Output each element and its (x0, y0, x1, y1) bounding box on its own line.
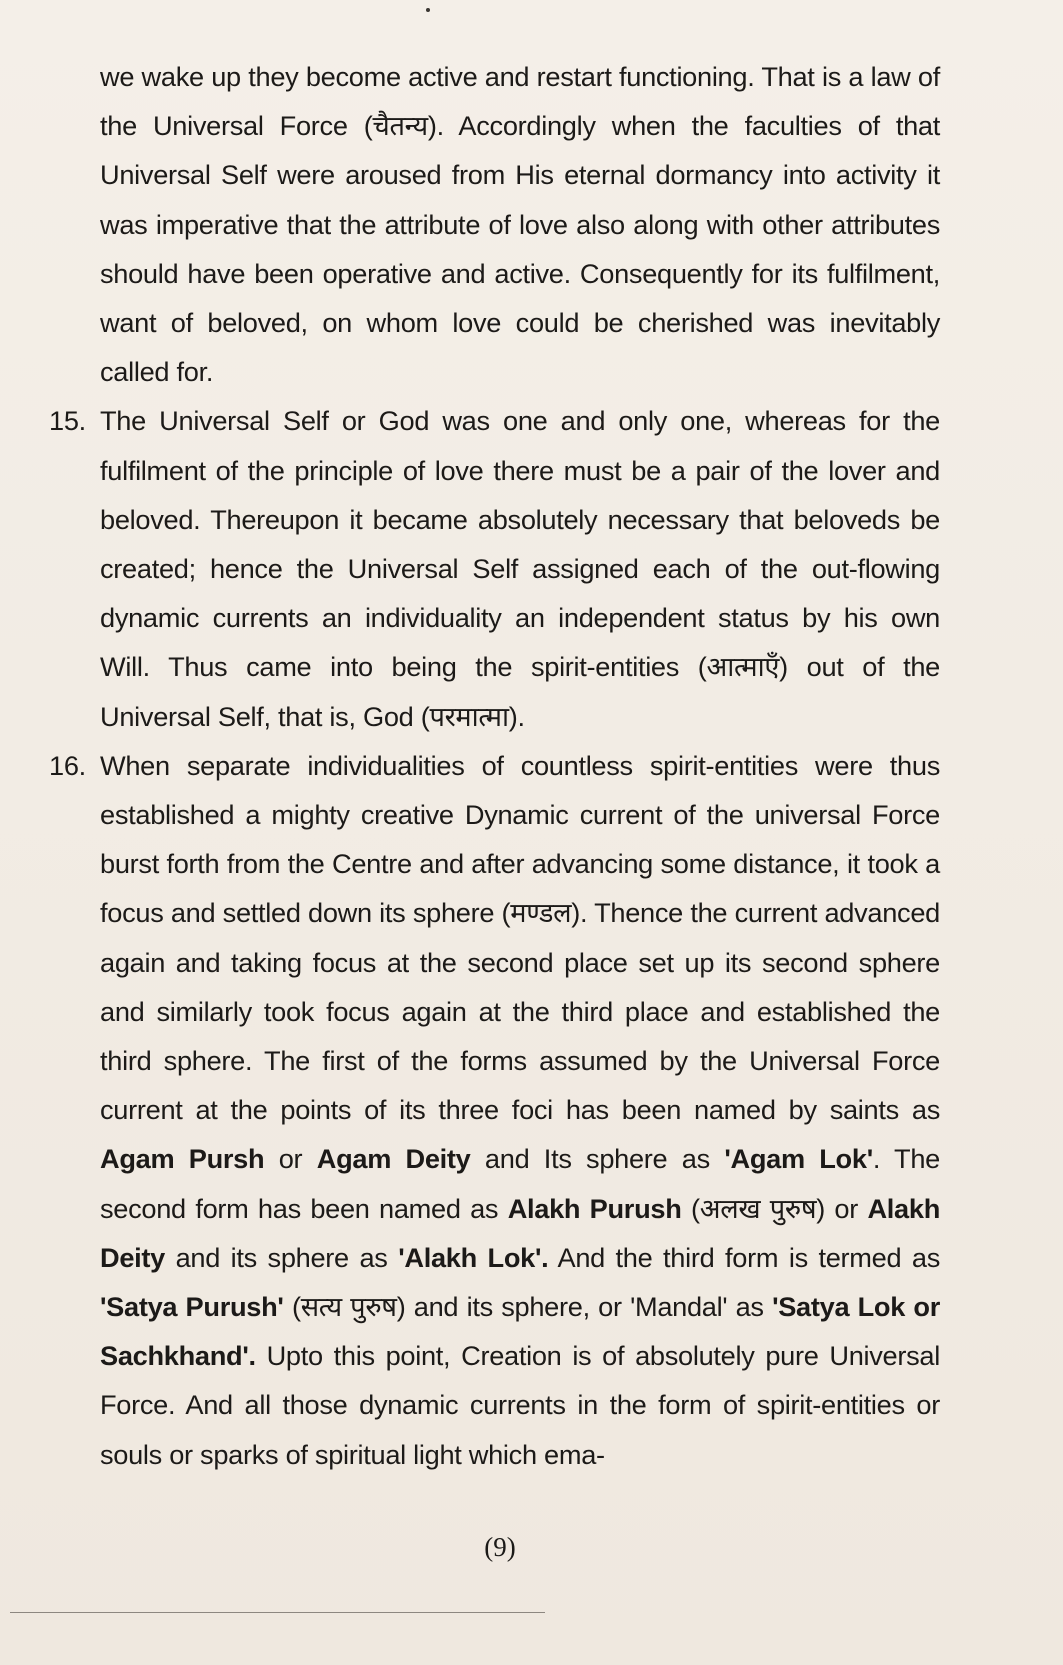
text-segment: . The second form has been named as (100, 1143, 940, 1224)
scan-speck (426, 8, 430, 12)
bold-term: 'Satya Purush' (100, 1291, 284, 1323)
bold-term: 'Alakh Lok'. (398, 1241, 549, 1273)
paragraph (40, 396, 940, 740)
paragraph (40, 52, 940, 396)
text-segment: (सत्य पुरुष) and its sphere, or 'Mandal' as (283, 1291, 773, 1323)
page-number: (9) (484, 1532, 516, 1562)
bold-term: 'Satya Lok or Sachkhand'. (100, 1291, 940, 1372)
bold-term: Agam Deity (316, 1143, 471, 1175)
bold-term: Alakh Purush (507, 1192, 682, 1224)
text-segment: Upto this point, Creation is of absolutely pure Universal Force. And all those dynamic currents in the form of spirit-entities or souls or sparks of spiritual light which ema- (100, 1340, 940, 1470)
paragraph (40, 741, 940, 1479)
text-segment: and Its sphere as (470, 1143, 725, 1175)
text-segment: When separate individualities of countless spirit-entities were thus established a mighty creative Dynamic current of the universal Force burst forth from the Centre and after advancing some distance, it took a focus and settled down its sphere (मण्डल). Thence the current advanced again and taking focus at the second place set up its second sphere and similarly took focus again at the third place and established the third sphere. The first of the forms assumed by the Universal Force current at the points of its three foci has been named by saints as (100, 749, 940, 1126)
bold-term: Agam Pursh (100, 1143, 265, 1175)
paragraph-number: 16. (49, 749, 86, 781)
bold-term: 'Agam Lok' (724, 1143, 873, 1175)
text-segment: or (264, 1143, 317, 1175)
body-text (40, 52, 940, 1479)
bold-term: Alakh Deity (100, 1192, 941, 1273)
text-segment: and its sphere as (164, 1241, 399, 1273)
paragraph-number: 15. (49, 405, 86, 437)
text-segment: we wake up they become active and restart functioning. That is a law of the Universal Force (चैतन्य). Accordingly when the faculties of that Universal Self were aroused from His eternal dormancy into activity it was imperative that the attribute of love also along with other attributes should have been operative and active. Consequently for its fulfilment, want of beloved, on whom love could be cherished was inevitably called for. (100, 61, 940, 388)
footer-rule (10, 1612, 545, 1613)
text-segment: And the third form is termed as (548, 1241, 941, 1273)
text-segment: (अलख पुरुष) or (681, 1192, 868, 1224)
text-segment: The Universal Self or God was one and only one, whereas for the fulfilment of the principle of love there must be a pair of the lover and beloved. Thereupon it became absolutely necessary that beloveds be created; hence the Universal Self assigned each of the out-flowing dynamic currents an individuality an independent status by his own Will. Thus came into being the spirit-entities (आत्माएँ) out of the Universal Self, that is, God (परमात्मा). (100, 405, 940, 732)
